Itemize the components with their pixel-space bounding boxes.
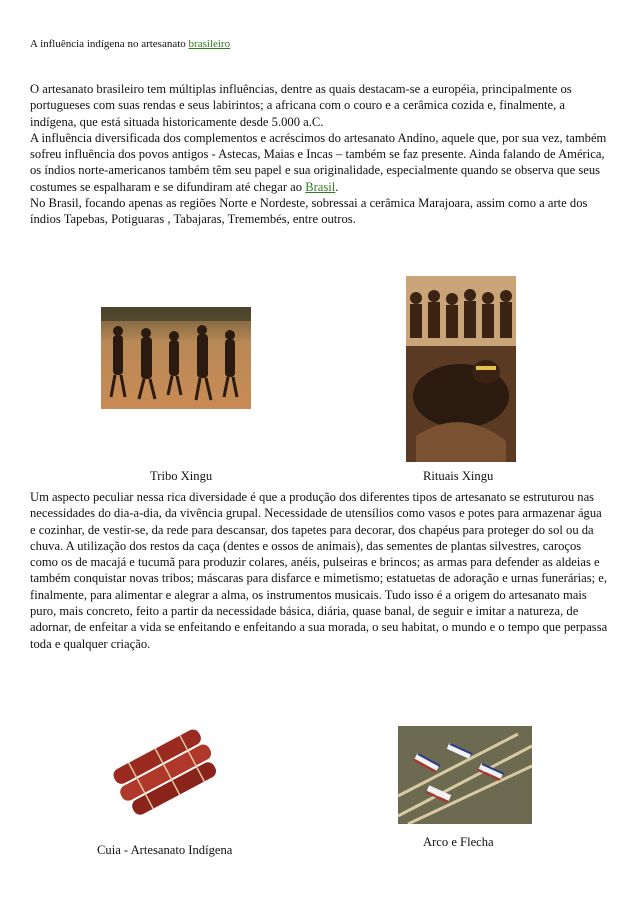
intro-paragraph-3: No Brasil, focando apenas as regiões Norte e Nordeste, sobressai a cerâmica Marajoara, assim como a arte dos índios Tapebas, Potiguaras , Tabajaras, Tremembés, entre outros.	[30, 196, 588, 227]
intro-paragraph-2	[30, 130, 610, 195]
arco-flecha-caption: Arco e Flecha	[423, 835, 494, 849]
cuia-caption: Cuia - Artesanato Indígena	[97, 843, 233, 857]
page-heading	[30, 38, 230, 50]
arco-flecha-photo	[398, 726, 532, 824]
tribo-xingu-photo	[101, 307, 251, 409]
body-paragraph	[30, 489, 610, 652]
body-paragraph-text: Um aspecto peculiar nessa rica diversidade é que a produção dos diferentes tipos de artesanato se estruturou nas necessidades do dia-a-dia, da vivência grupal. Necessidade de utensílios como vasos e potes para armazenar água e cozinhar, de vestir-se, da rede para descansar, dos tapetes para decorar, dos chapéus para proteger do sol ou da chuva. A utilização dos restos da caça (dentes e ossos de animais), das sementes de plantas silvestres, caroços como os de macajá e tucumã para produzir colares, anéis, pulseiras e brincos; as armas para defender as aldeias e também conquistar novas tribos; máscaras para disfarce e mimetismo; estatuetas de adoração e urnas funerárias; e, finalmente, para alimentar e alegrar a alma, os instrumentos musicais. Tudo isso é a origem do artesanato mais puro, mais concreto, feito a partir da necessidade básica, diária, quase banal, de seguir e imitar a natureza, de adornar, de enfeitar a vida se enfeitando e enfeitando a sua morada, o seu habitat, o mundo e o tempo que perpassa toda e qualquer criação.	[30, 490, 608, 651]
brasileiro-link[interactable]: brasileiro	[188, 38, 231, 50]
intro-paragraph-2-end: .	[335, 179, 339, 194]
tribo-xingu-caption: Tribo Xingu	[150, 469, 213, 483]
brasil-link[interactable]: Brasil	[305, 179, 336, 194]
heading-text: A influência indígena no artesanato	[30, 38, 189, 50]
intro-text	[30, 81, 610, 228]
intro-paragraph-1: O artesanato brasileiro tem múltiplas influências, dentre as quais destacam-se a européia, principalmente os portugueses com suas rendas e seus labirintos; a africana com o couro e a cerâmica cozida e, finalmente, a indígena, que está situada historicamente desde 5.000 a.C.	[30, 82, 572, 129]
intro-paragraph-2-text: A influência diversificada dos complementos e acréscimos do artesanato Andino, aquele que, por sua vez, também sofreu influência dos povos antigos - Astecas, Maias e Incas – também se faz presente. Ainda falando de América, os índios norte-americanos também têm seu papel e sua originalidade, especialmente quando se observa que seus costumes se espalharam e se difundiram até chegar ao	[30, 130, 607, 194]
rituais-xingu-caption: Rituais Xingu	[423, 469, 494, 483]
cuia-photo	[108, 718, 218, 830]
rituais-xingu-photo	[406, 276, 516, 462]
